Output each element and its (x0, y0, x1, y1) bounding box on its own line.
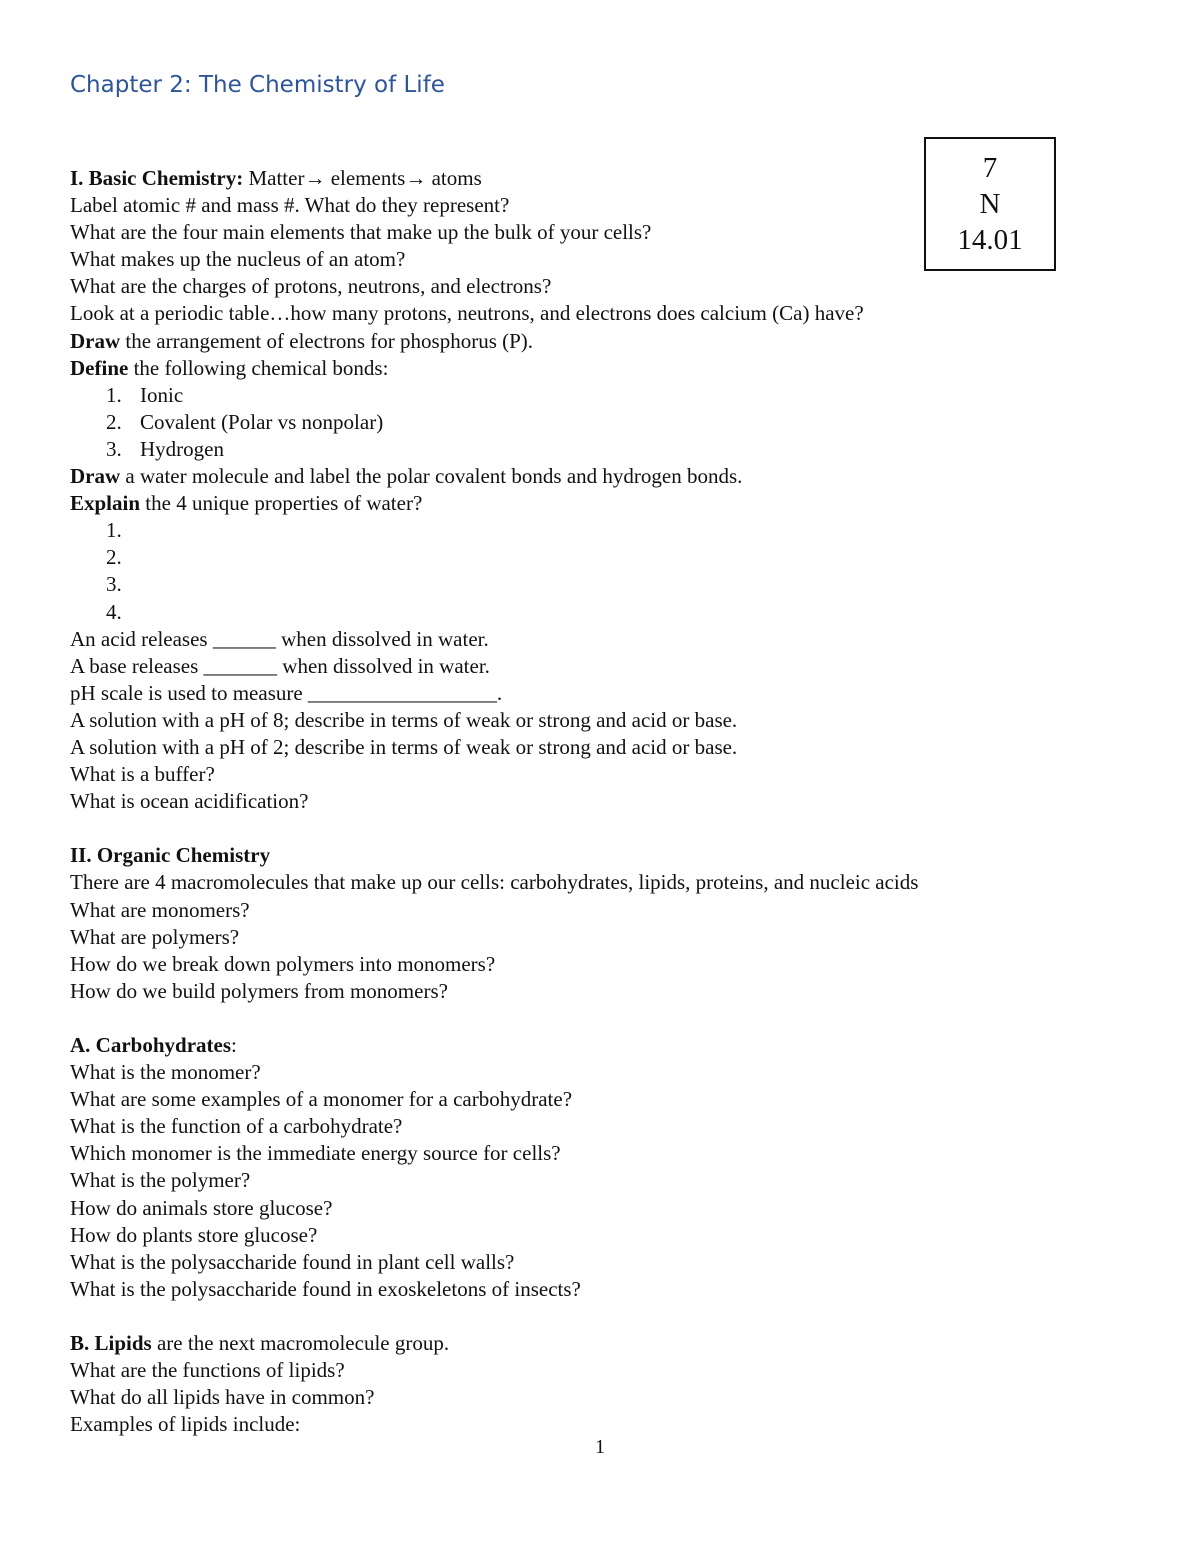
list-item-water-property (70, 544, 1130, 571)
heading-text: are the next macromolecule group. (151, 1331, 450, 1356)
question-text: the 4 unique properties of water? (140, 491, 423, 516)
question-ph2: A solution with a pH of 2; describe in terms of weak or strong and acid or base. (70, 734, 738, 759)
question-polymers: What are polymers? (70, 924, 240, 949)
question-carb: What is the monomer? (70, 1060, 261, 1085)
question-nucleus: What makes up the nucleus of an atom? (70, 247, 406, 272)
page-number: 1 (595, 1436, 605, 1458)
list-text: Ionic (140, 382, 184, 407)
section-carbohydrates-heading (70, 1032, 1130, 1059)
question-base: A base releases _______ when dissolved in water. (70, 653, 490, 678)
section-lipids-heading (70, 1330, 1130, 1357)
section-intro: There are 4 macromolecules that make up our cells: carbohydrates, lipids, proteins, and nucleic acids (70, 870, 919, 895)
section-heading: II. Organic Chemistry (70, 843, 271, 868)
section-heading: B. Lipids (70, 1331, 152, 1356)
question-draw-phosphorus (70, 328, 1130, 355)
heading-subtitle: Matter→ elements→ atoms (243, 166, 482, 190)
list-item-water-property (70, 599, 1130, 626)
question-text: the arrangement of electrons for phosphorus (P). (120, 328, 534, 353)
question-carb: How do plants store glucose? (70, 1222, 318, 1247)
list-number: 2. (106, 409, 122, 434)
question-text: a water molecule and label the polar covalent bonds and hydrogen bonds. (120, 464, 743, 489)
list-text: Covalent (Polar vs nonpolar) (140, 409, 384, 434)
list-number: 1. (106, 382, 122, 407)
question-break-down: How do we break down polymers into monomers? (70, 951, 496, 976)
question-text: the following chemical bonds: (128, 355, 389, 380)
question-label-atomic: Label atomic # and mass #. What do they represent? (70, 193, 510, 218)
question-build: How do we build polymers from monomers? (70, 978, 448, 1003)
question-ph-scale: pH scale is used to measure __________________. (70, 680, 503, 705)
list-item-bond (70, 436, 1130, 463)
spacer (70, 1303, 1130, 1330)
section-heading: A. Carbohydrates (70, 1033, 231, 1057)
question-carb: Which monomer is the immediate energy source for cells? (70, 1141, 561, 1166)
question-ocean-acidification: What is ocean acidification? (70, 789, 309, 814)
question-explain-water (70, 490, 1130, 517)
atomic-number: 7 (982, 152, 998, 184)
list-text: Hydrogen (140, 436, 224, 461)
keyword-define: Define (70, 355, 129, 380)
list-number: 3. (106, 572, 122, 597)
section-heading: I. Basic Chemistry: (70, 166, 244, 190)
question-carb: What is the function of a carbohydrate? (70, 1114, 403, 1139)
section-organic-chemistry-heading (70, 842, 1130, 869)
section-basic-chemistry-heading (70, 165, 1130, 192)
question-draw-water (70, 463, 1130, 490)
list-item-bond (70, 409, 1130, 436)
list-item-water-property (70, 517, 1130, 544)
list-item-bond (70, 382, 1130, 409)
element-symbol: N (979, 188, 1001, 220)
list-number: 3. (106, 436, 122, 461)
question-carb: What is the polysaccharide found in plant cell walls? (70, 1249, 515, 1274)
question-calcium: Look at a periodic table…how many protons, neutrons, and electrons does calcium (Ca) have? (70, 301, 864, 326)
keyword-explain: Explain (70, 491, 141, 516)
question-acid: An acid releases ______ when dissolved in water. (70, 626, 489, 651)
question-four-elements: What are the four main elements that make up the bulk of your cells? (70, 220, 652, 245)
list-item-water-property (70, 571, 1130, 598)
question-carb: What are some examples of a monomer for a carbohydrate? (70, 1087, 573, 1112)
atomic-mass: 14.01 (957, 224, 1023, 256)
question-lipid: What are the functions of lipids? (70, 1358, 345, 1383)
question-ph8: A solution with a pH of 8; describe in terms of weak or strong and acid or base. (70, 707, 738, 732)
list-number: 1. (106, 518, 122, 543)
question-carb: What is the polymer? (70, 1168, 251, 1193)
keyword-draw: Draw (70, 328, 121, 353)
question-carb: How do animals store glucose? (70, 1195, 333, 1220)
spacer (70, 1005, 1130, 1032)
question-charges: What are the charges of protons, neutrons, and electrons? (70, 274, 552, 299)
heading-punctuation: : (231, 1033, 237, 1057)
question-buffer: What is a buffer? (70, 762, 215, 787)
page-title: Chapter 2: The Chemistry of Life (70, 72, 445, 98)
spacer (70, 815, 1130, 842)
list-number: 4. (106, 599, 122, 624)
question-lipid: What do all lipids have in common? (70, 1385, 375, 1410)
worksheet-body (70, 165, 1130, 1438)
question-define-bonds (70, 355, 1130, 382)
question-carb: What is the polysaccharide found in exoskeletons of insects? (70, 1276, 581, 1301)
list-number: 2. (106, 545, 122, 570)
keyword-draw: Draw (70, 464, 121, 489)
question-monomers: What are monomers? (70, 897, 250, 922)
question-lipid: Examples of lipids include: (70, 1412, 301, 1437)
